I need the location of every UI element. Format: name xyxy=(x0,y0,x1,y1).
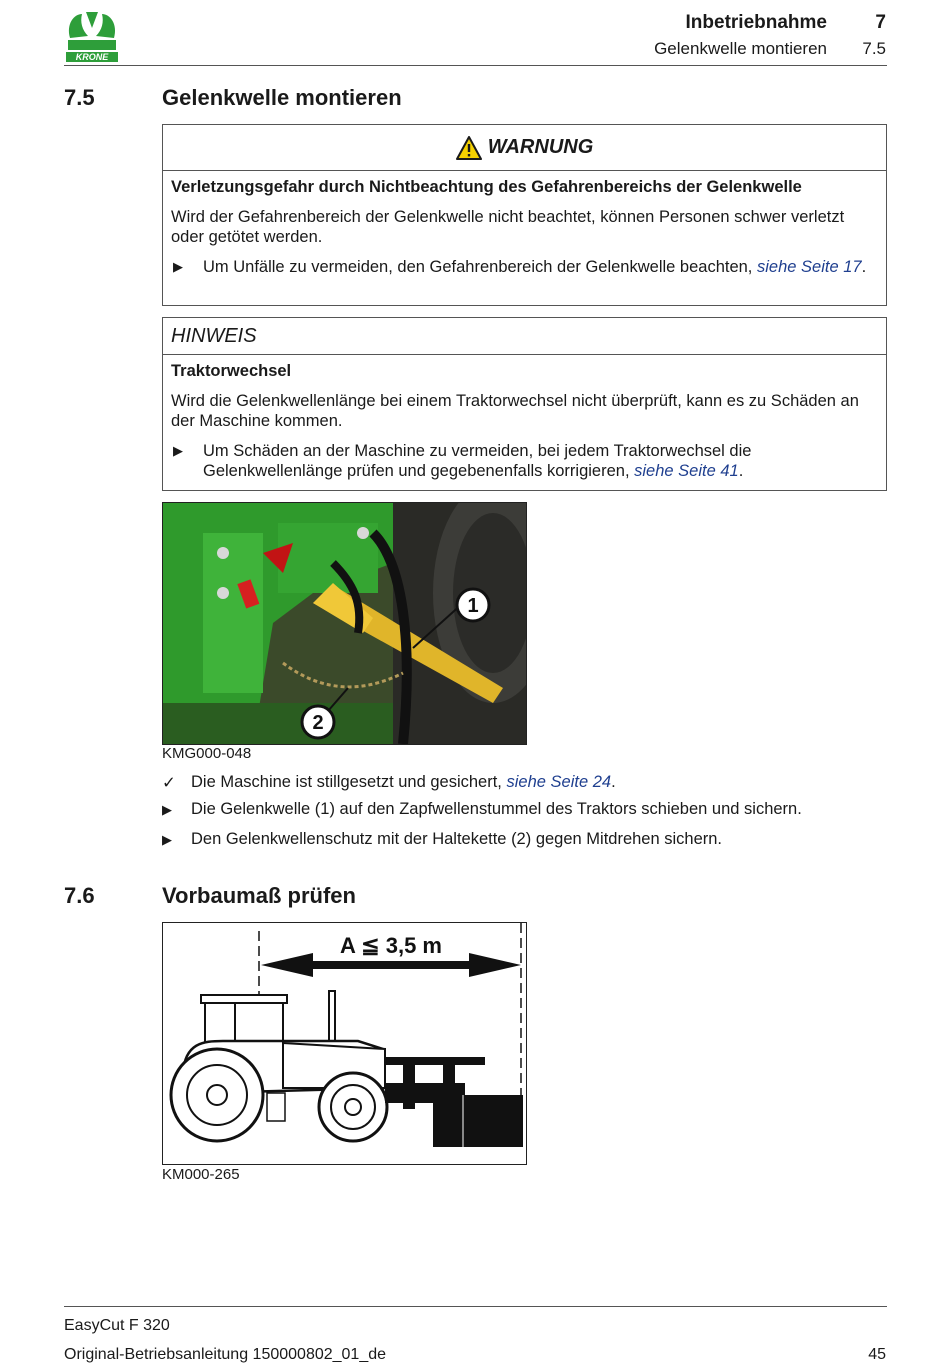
warning-step xyxy=(171,257,878,277)
section-number: 7.6 xyxy=(64,883,95,908)
instruction-step xyxy=(162,800,802,820)
warning-triangle-icon xyxy=(456,136,482,160)
note-label: HINWEIS xyxy=(163,318,886,355)
chapter-title: Inbetriebnahme xyxy=(685,12,827,33)
precondition xyxy=(162,773,616,793)
section-number: 7.5 xyxy=(64,85,95,110)
precondition-end: . xyxy=(611,773,616,791)
warning-heading: Verletzungsgefahr durch Nichtbeachtung des Gefahrenbereichs der Gelenkwelle xyxy=(171,178,802,196)
note-step xyxy=(171,441,878,481)
warning-step-end: . xyxy=(861,258,867,276)
logo-text: KRONE xyxy=(75,52,109,62)
note-page-link[interactable]: siehe Seite 41 xyxy=(634,462,739,480)
pto-shaft-photo xyxy=(162,502,527,745)
front-dimension-drawing xyxy=(162,922,527,1165)
arrow-icon: ▶ xyxy=(162,802,172,817)
arrow-icon: ▶ xyxy=(173,259,183,274)
instruction-step-text: Die Gelenkwelle (1) auf den Zapfwellenstummel des Traktors schieben und sichern. xyxy=(191,800,802,818)
note-step-text: Um Schäden an der Maschine zu vermeiden, bei jedem Traktorwechsel die Gelenkwellenlänge prüfen und gegebenenfalls korrigieren, xyxy=(203,442,752,480)
figure-caption: KM000-265 xyxy=(162,1166,240,1183)
warning-header xyxy=(163,125,886,171)
instruction-step-text: Den Gelenkwellenschutz mit der Haltekette (2) gegen Mitdrehen sichern. xyxy=(191,830,723,848)
warning-step-text: Um Unfälle zu vermeiden, den Gefahrenbereich der Gelenkwelle beachten, xyxy=(203,258,757,276)
running-section-number: 7.5 xyxy=(862,39,886,58)
section-title: Gelenkwelle montieren xyxy=(162,85,402,110)
warning-label: WARNUNG xyxy=(487,136,594,158)
running-section-title: Gelenkwelle montieren xyxy=(654,39,827,58)
warning-page-link[interactable]: siehe Seite 17 xyxy=(756,258,862,276)
section-title: Vorbaumaß prüfen xyxy=(162,883,356,908)
callout-2-label: 2 xyxy=(312,712,324,734)
checkmark-icon: ✓ xyxy=(162,774,176,792)
warning-box xyxy=(162,124,887,306)
page-number: 45 xyxy=(868,1346,886,1363)
arrow-icon: ▶ xyxy=(173,443,183,458)
footer-manual: Original-Betriebsanleitung 150000802_01_de xyxy=(64,1346,387,1363)
warning-text: Wird der Gefahrenbereich der Gelenkwelle nicht beachtet, können Personen schwer verletzt oder getötet werden. xyxy=(171,208,845,246)
precondition-page-link[interactable]: siehe Seite 24 xyxy=(506,773,612,791)
note-step-end: . xyxy=(738,462,744,480)
instruction-step xyxy=(162,830,722,850)
dimension-label: A ≦ 3,5 m xyxy=(340,933,442,958)
chapter-number: 7 xyxy=(875,12,886,33)
arrow-icon: ▶ xyxy=(162,832,172,847)
note-box xyxy=(162,317,887,491)
header-divider xyxy=(64,65,887,66)
note-heading: Traktorwechsel xyxy=(171,362,292,380)
footer-divider xyxy=(64,1306,887,1307)
krone-logo xyxy=(64,8,120,64)
note-text: Wird die Gelenkwellenlänge bei einem Traktorwechsel nicht überprüft, kann es zu Schäden an der Maschine kommen. xyxy=(171,392,859,430)
footer-product: EasyCut F 320 xyxy=(64,1317,170,1334)
callout-1-label: 1 xyxy=(467,595,479,617)
figure-caption: KMG000-048 xyxy=(162,745,252,762)
precondition-text: Die Maschine ist stillgesetzt und gesichert, xyxy=(191,773,507,791)
